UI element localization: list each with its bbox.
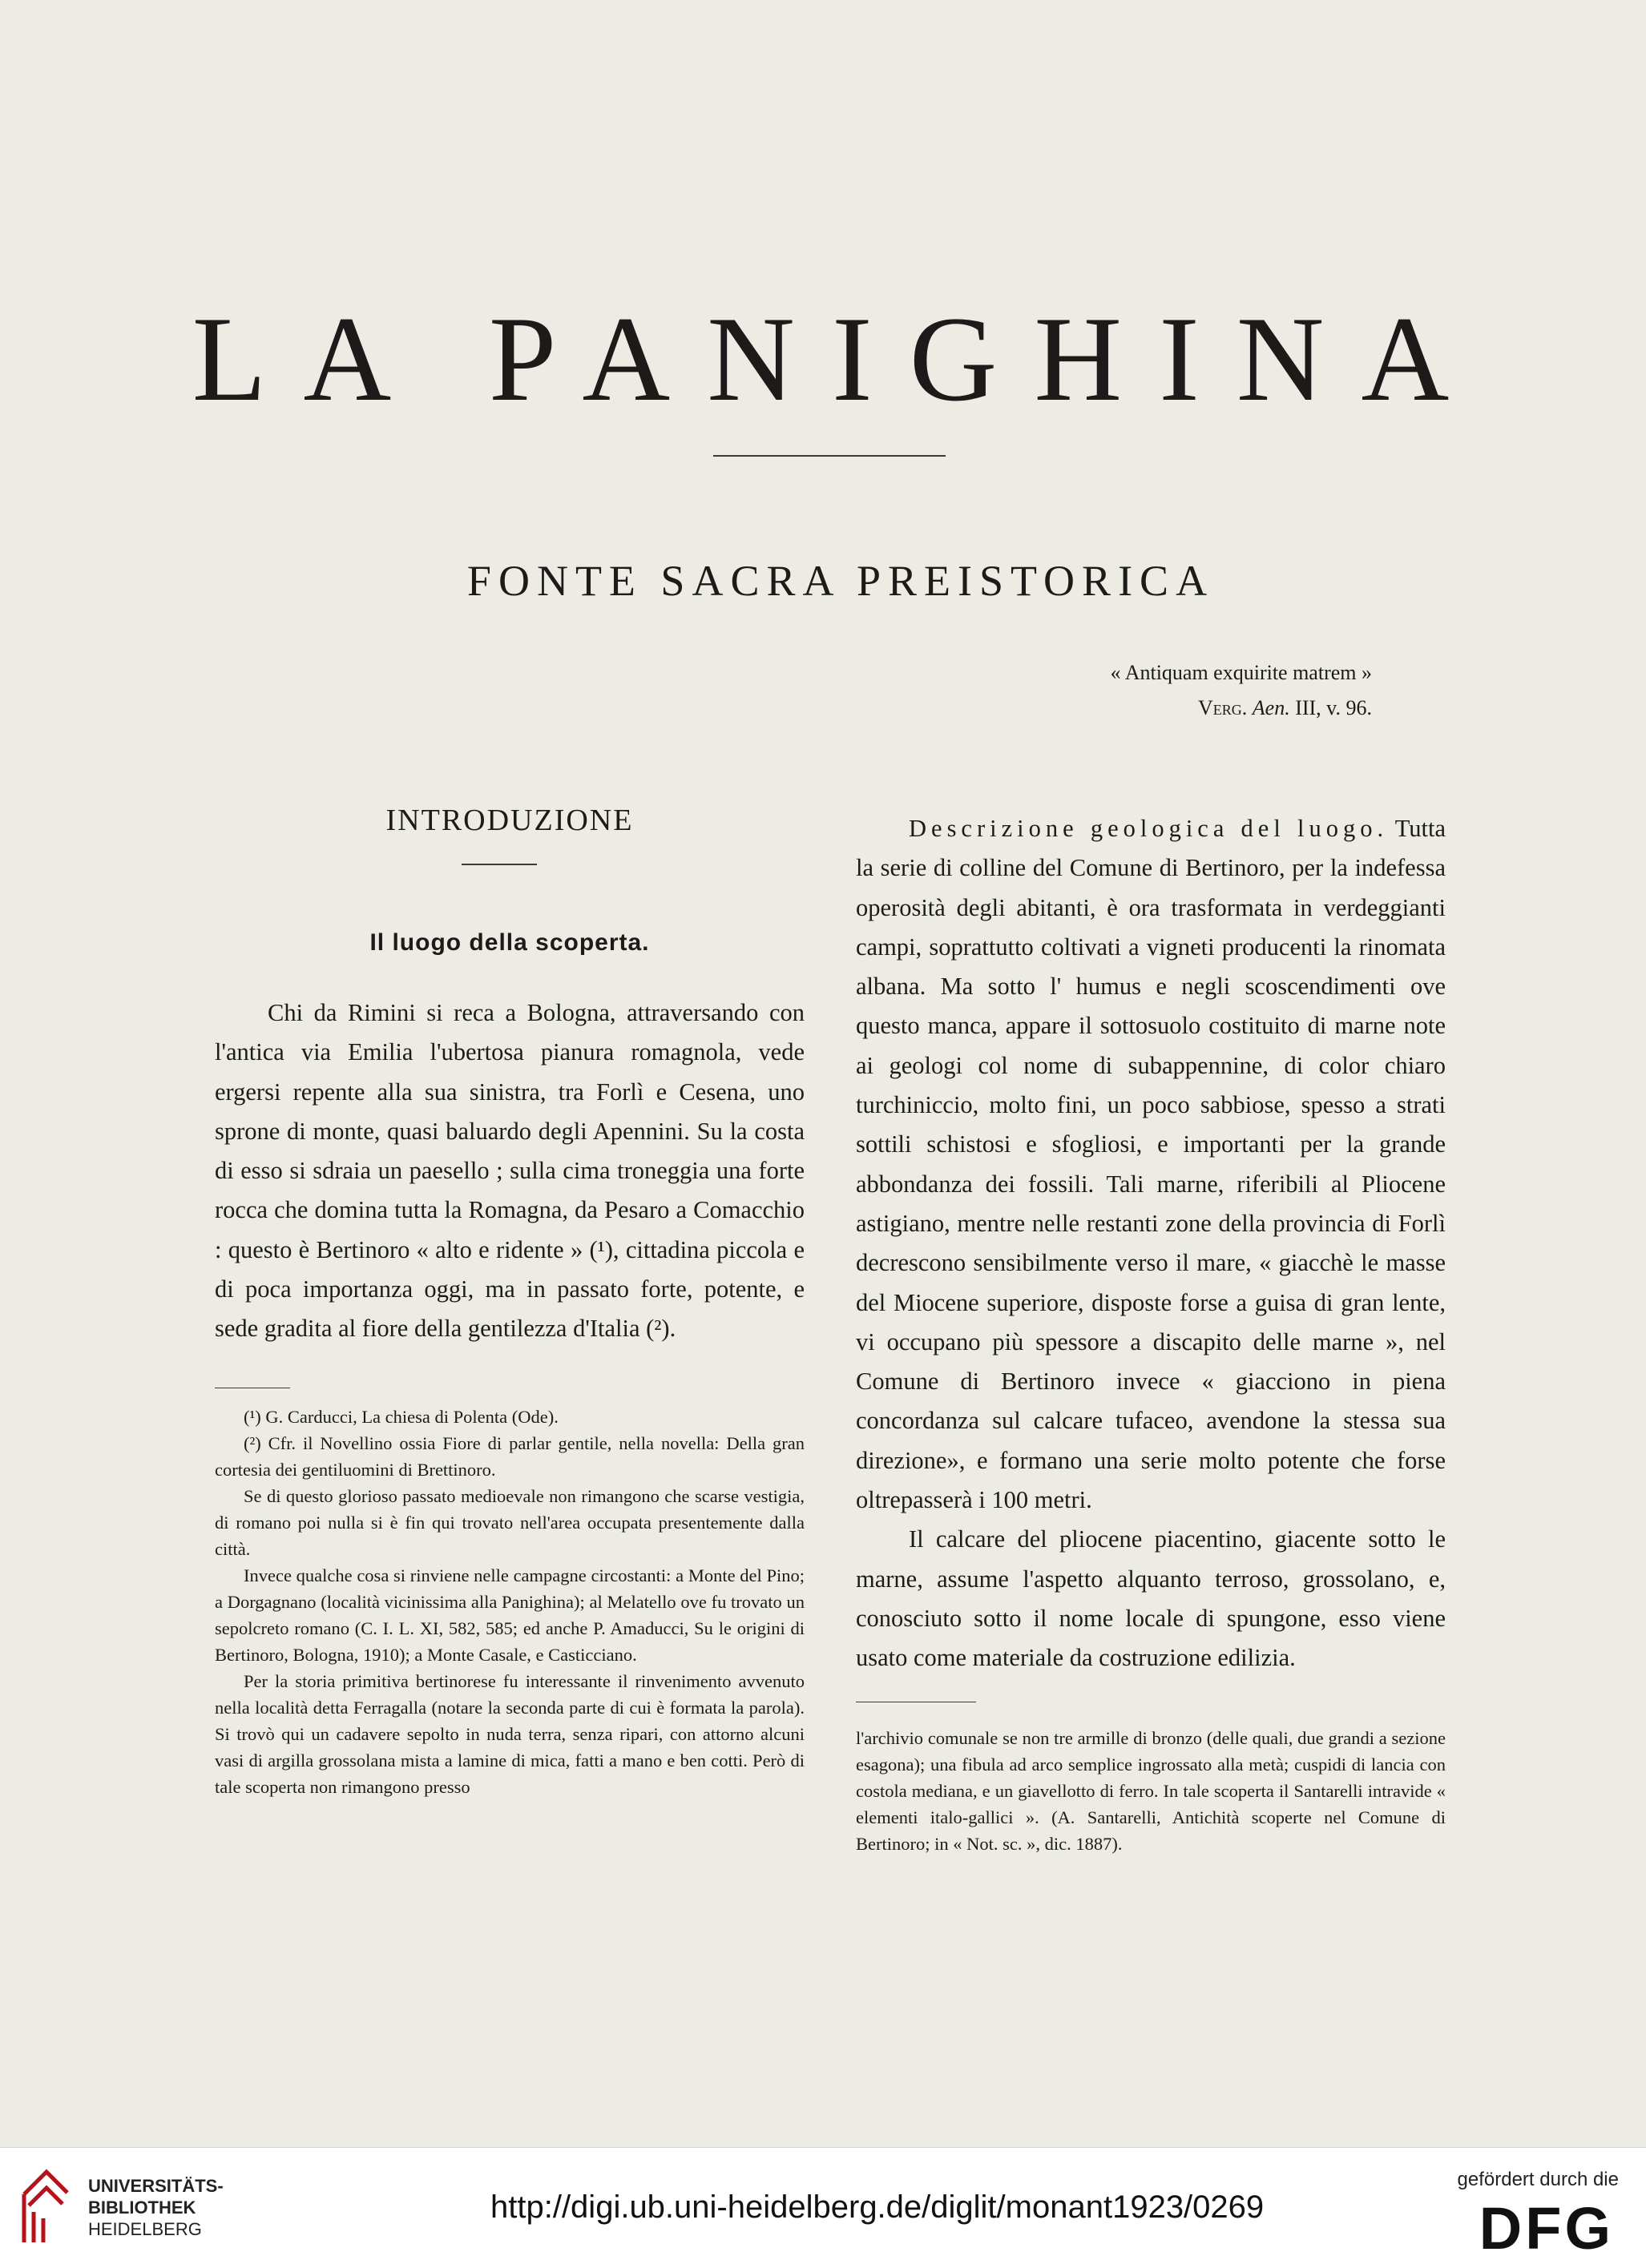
footnote-4: Invece qualche cosa si rinviene nelle campagne circostanti: a Monte del Pino; a Dorgagnano (località vicinissima alla Panighina); al Melatello ove fu trovato un sepolcreto romano (C. I. L. XI, 582, 585; ed anche P. Amaducci, Su le origini di Bertinoro, Bologna, 1910); a Monte Casale, e Casticciano. <box>215 1565 805 1665</box>
left-footnotes <box>215 1404 805 1800</box>
epigraph-author: Verg. <box>1198 696 1248 719</box>
epigraph-quote: « Antiquam exquirite matrem » <box>1110 661 1372 684</box>
subheading: Il luogo della scoperta. <box>369 929 650 956</box>
footnote-5: Per la storia primitiva bertinorese fu interessante il rinvenimento avvenuto nella località detta Ferragalla (notare la seconda parte di cui è formata la parola). Si trovò qui un cadavere sepolto in nuda terra, senza ripari, con attorno alcuni vasi di argilla grossolana mista a lamine di mica, fatti a mano e ben cotti. Però di tale scoperta non rimangono presso <box>215 1671 805 1797</box>
sponsor-caption: gefördert durch die <box>1457 2169 1619 2190</box>
title-rule <box>713 455 946 457</box>
section-title: INTRODUZIONE <box>385 804 634 837</box>
library-line-1: UNIVERSITÄTS- <box>88 2176 224 2196</box>
footnote-2: (²) Cfr. il Novellino ossia Fiore di parlar gentile, nella novella: Della gran cortesia dei gentiluomini di Brettinoro. <box>215 1433 805 1480</box>
viewer-footer <box>0 2147 1646 2268</box>
footnote-continued: l'archivio comunale se non tre armille di bronzo (delle quali, due grandi a sezione esagona); una fibula ad arco semplice ingrossato alla metà; cuspidi di lancia con costola mediana, e un giavellotto di ferro. In tale scoperta il Santarelli intravide « elementi italo-gallici ». (A. Santarelli, Antichità scoperte nel Comune di Bertinoro; in « Not. sc. », dic. 1887). <box>856 1728 1446 1854</box>
section-rule <box>462 864 537 865</box>
university-library-name[interactable] <box>88 2175 224 2240</box>
page-title: LA PANIGHINA <box>192 292 1487 426</box>
right-column <box>856 809 1446 1678</box>
epigraph-ref: III, v. 96. <box>1295 696 1372 719</box>
right-footnotes <box>856 1725 1446 1857</box>
page-subtitle: FONTE SACRA PREISTORICA <box>466 557 1215 605</box>
right-paragraph <box>856 809 1446 1520</box>
library-line-2: BIBLIOTHEK <box>88 2198 196 2218</box>
epigraph <box>1111 655 1372 726</box>
left-column <box>215 993 805 1349</box>
footnote-3: Se di questo glorioso passato medioevale non rimangono che scarse vestigia, di romano poi nulla si è fin qui trovato nell'area occupata presentemente dalla città. <box>215 1486 805 1559</box>
permalink-url[interactable]: http://digi.ub.uni-heidelberg.de/diglit/monant1923/0269 <box>490 2189 1265 2225</box>
university-library-logo-icon[interactable] <box>18 2165 74 2249</box>
right-lead: Descrizione geologica del luogo. <box>909 815 1389 842</box>
epigraph-source <box>1111 691 1372 726</box>
library-line-3: HEIDELBERG <box>88 2219 202 2239</box>
epigraph-work: Aen. <box>1252 696 1290 719</box>
footnote-1: (¹) G. Carducci, La chiesa di Polenta (Ode). <box>244 1407 559 1427</box>
right-paragraph-text: Tutta la serie di colline del Comune di Bertinoro, per la indefessa operosità degli abitanti, è ora trasformata in verdeggianti campi, soprattutto coltivati a vigneti producenti la rinomata albana. Ma sotto l' humus e negli scoscendimenti ove questo manca, appare il sottosuolo costituito di marne note ai geologi col nome di subappennine, di color chiaro turchiniccio, molto fini, un poco sabbiose, spesso a strati sottili schistosi e sfogliosi, e importanti per la grande abbondanza dei fossili. Tali marne, riferibili al Pliocene astigiano, mentre nelle restanti zone della provincia di Forlì decrescono sensibilmente verso il mare, « giacchè le masse del Miocene superiore, disposte forse a guisa di gran lente, vi occupano più spessore a discapito delle marne », nel Comune di Bertinoro invece « giacciono in piena concordanza sul calcare tufaceo, avendone la stessa sua direzione», e formano una serie molto potente che forse oltrepasserà i 100 metri. <box>856 815 1446 1514</box>
dfg-logo[interactable]: DFG <box>1479 2195 1614 2262</box>
left-paragraph: Chi da Rimini si reca a Bologna, attraversando con l'antica via Emilia l'ubertosa pianura romagnola, vede ergersi repente alla sua sinistra, tra Forlì e Cesena, uno sprone di monte, quasi baluardo degli Apennini. Su la costa di esso si sdraia un paesello ; sulla cima troneggia una forte rocca che domina tutta la Romagna, da Pesaro a Comacchio : questo è Bertinoro « alto e ridente » (¹), cittadina piccola e di poca importanza oggi, ma in passato forte, potente, e sede gradita al fiore della gentilezza d'Italia (²). <box>215 999 805 1343</box>
right-paragraph-2: Il calcare del pliocene piacentino, giacente sotto le marne, assume l'aspetto alquanto terroso, grossolano, e, conosciuto sotto il nome locale di spungone, esso viene usato come materiale da costruzione edilizia. <box>856 1525 1446 1672</box>
